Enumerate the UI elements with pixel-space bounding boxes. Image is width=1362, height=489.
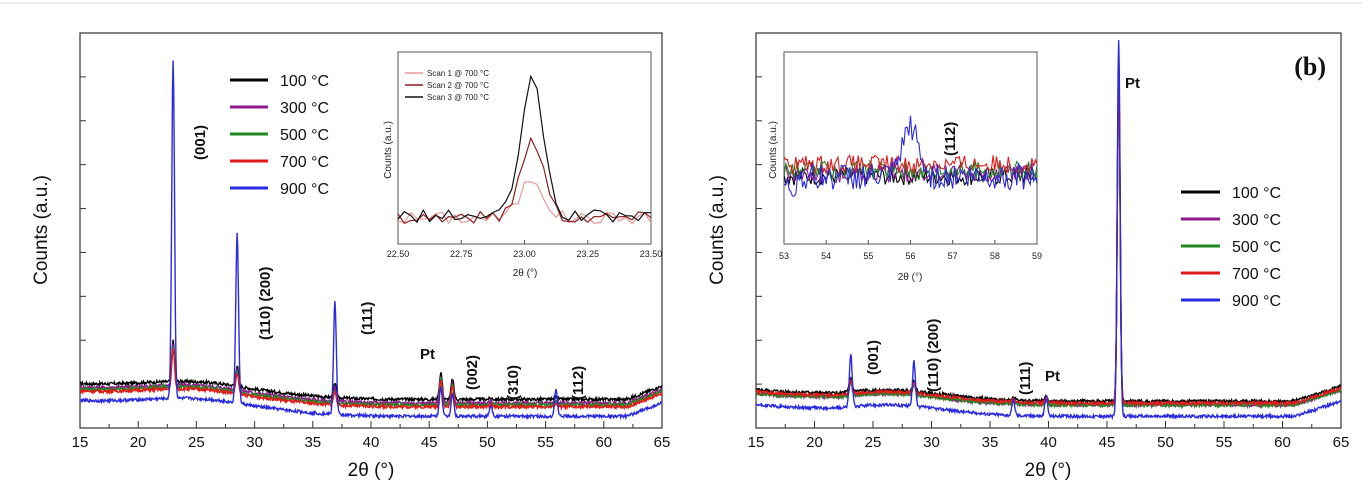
peak-label-110-200: (110) (200)	[257, 266, 274, 340]
legend-b-label-700c: 700 °C	[1232, 266, 1282, 283]
panel-b-inset	[768, 52, 1042, 283]
inset-b-frame	[784, 52, 1037, 244]
x-tick-label: 45	[420, 434, 438, 451]
legend-b-label-900c: 900 °C	[1232, 293, 1282, 310]
inset-x-tick-label: 23.50	[639, 249, 663, 259]
panel-b	[707, 33, 1349, 481]
legend-label-500c: 500 °C	[280, 127, 330, 144]
inset-a-legend-scan1: Scan 1 @ 700 °C	[427, 69, 490, 78]
panel-b-y-axis-label: Counts (a.u.)	[707, 175, 728, 285]
x-tick-label: 30	[923, 434, 940, 451]
x-tick-label: 50	[479, 434, 496, 451]
inset-x-tick-label: 22.75	[449, 249, 473, 259]
inset-x-tick-label: 55	[863, 251, 874, 261]
peak-b-label-110-200: (110) (200)	[925, 318, 942, 392]
x-tick-label: 50	[1157, 434, 1174, 451]
inset-b-peak-label-112: (112)	[942, 121, 959, 156]
x-tick-label: 60	[595, 434, 613, 451]
inset-a-x-label: 2θ (°)	[512, 268, 538, 279]
legend-b-label-500c: 500 °C	[1232, 239, 1282, 256]
x-tick-label: 25	[188, 434, 205, 451]
x-tick-label: 25	[864, 434, 882, 451]
panel-b-label: (b)	[1294, 52, 1326, 81]
peak-label-112: (112)	[570, 365, 587, 400]
panel-a	[31, 33, 670, 481]
peak-b-label-111: (111)	[1017, 361, 1034, 395]
panel-a-inset	[383, 52, 662, 279]
inset-x-tick-label: 57	[947, 251, 958, 261]
x-tick-label: 65	[1332, 434, 1350, 451]
inset-x-tick-label: 58	[989, 251, 1000, 261]
panel-a-x-axis-label: 2θ (°)	[347, 460, 395, 481]
x-tick-label: 65	[653, 434, 671, 451]
peak-label-111: (111)	[359, 301, 376, 335]
inset-x-tick-label: 53	[778, 251, 790, 261]
inset-x-tick-label: 23.25	[576, 249, 600, 259]
inset-x-tick-label: 22.50	[386, 249, 410, 259]
inset-a-legend-scan3: Scan 3 @ 700 °C	[427, 93, 490, 102]
x-tick-label: 40	[362, 434, 380, 451]
x-tick-label: 15	[747, 434, 765, 451]
inset-b-x-label: 2θ (°)	[897, 272, 923, 283]
panel-b-x-ticks	[748, 421, 1350, 451]
inset-b-y-label: Counts (a.u.)	[768, 121, 779, 179]
legend-label-900c: 900 °C	[280, 181, 330, 198]
legend-label-100c: 100 °C	[280, 73, 330, 90]
peak-label-310: (310)	[505, 364, 522, 400]
peak-b-label-pt-low: Pt	[1045, 368, 1060, 385]
panel-a-legend	[230, 73, 329, 198]
panel-a-y-axis-label: Counts (a.u.)	[31, 175, 52, 285]
peak-b-label-pt-high: Pt	[1125, 75, 1140, 92]
inset-x-tick-label: 59	[1031, 251, 1043, 261]
legend-label-700c: 700 °C	[280, 154, 330, 171]
peak-b-label-001: (001)	[865, 339, 882, 375]
x-tick-label: 40	[1040, 434, 1057, 451]
x-tick-label: 20	[806, 434, 823, 451]
x-tick-label: 30	[246, 434, 263, 451]
peak-label-001: (001)	[192, 124, 209, 160]
peak-label-002: (002)	[464, 354, 481, 390]
inset-a-legend-scan2: Scan 2 @ 700 °C	[427, 81, 490, 90]
x-tick-label: 55	[1215, 434, 1233, 451]
legend-b-label-300c: 300 °C	[1232, 212, 1282, 229]
panel-b-x-axis-label: 2θ (°)	[1024, 460, 1072, 481]
x-tick-label: 20	[129, 434, 147, 451]
panel-b-y-ticks	[756, 77, 762, 384]
legend-b-label-100c: 100 °C	[1232, 185, 1282, 202]
x-tick-label: 60	[1274, 434, 1291, 451]
x-tick-label: 55	[537, 434, 554, 451]
inset-x-tick-label: 54	[821, 251, 832, 261]
x-tick-label: 45	[1098, 434, 1116, 451]
panel-a-x-ticks	[72, 421, 671, 451]
panel-a-y-ticks	[80, 77, 86, 384]
inset-x-tick-label: 56	[905, 251, 916, 261]
x-tick-label: 35	[304, 434, 322, 451]
panel-b-legend	[1181, 185, 1281, 310]
peak-label-pt: Pt	[420, 346, 435, 363]
inset-a-y-label: Counts (a.u.)	[383, 121, 394, 179]
x-tick-label: 15	[71, 434, 89, 451]
x-tick-label: 35	[981, 434, 999, 451]
inset-x-tick-label: 23.00	[513, 249, 536, 259]
legend-label-300c: 300 °C	[280, 100, 330, 117]
